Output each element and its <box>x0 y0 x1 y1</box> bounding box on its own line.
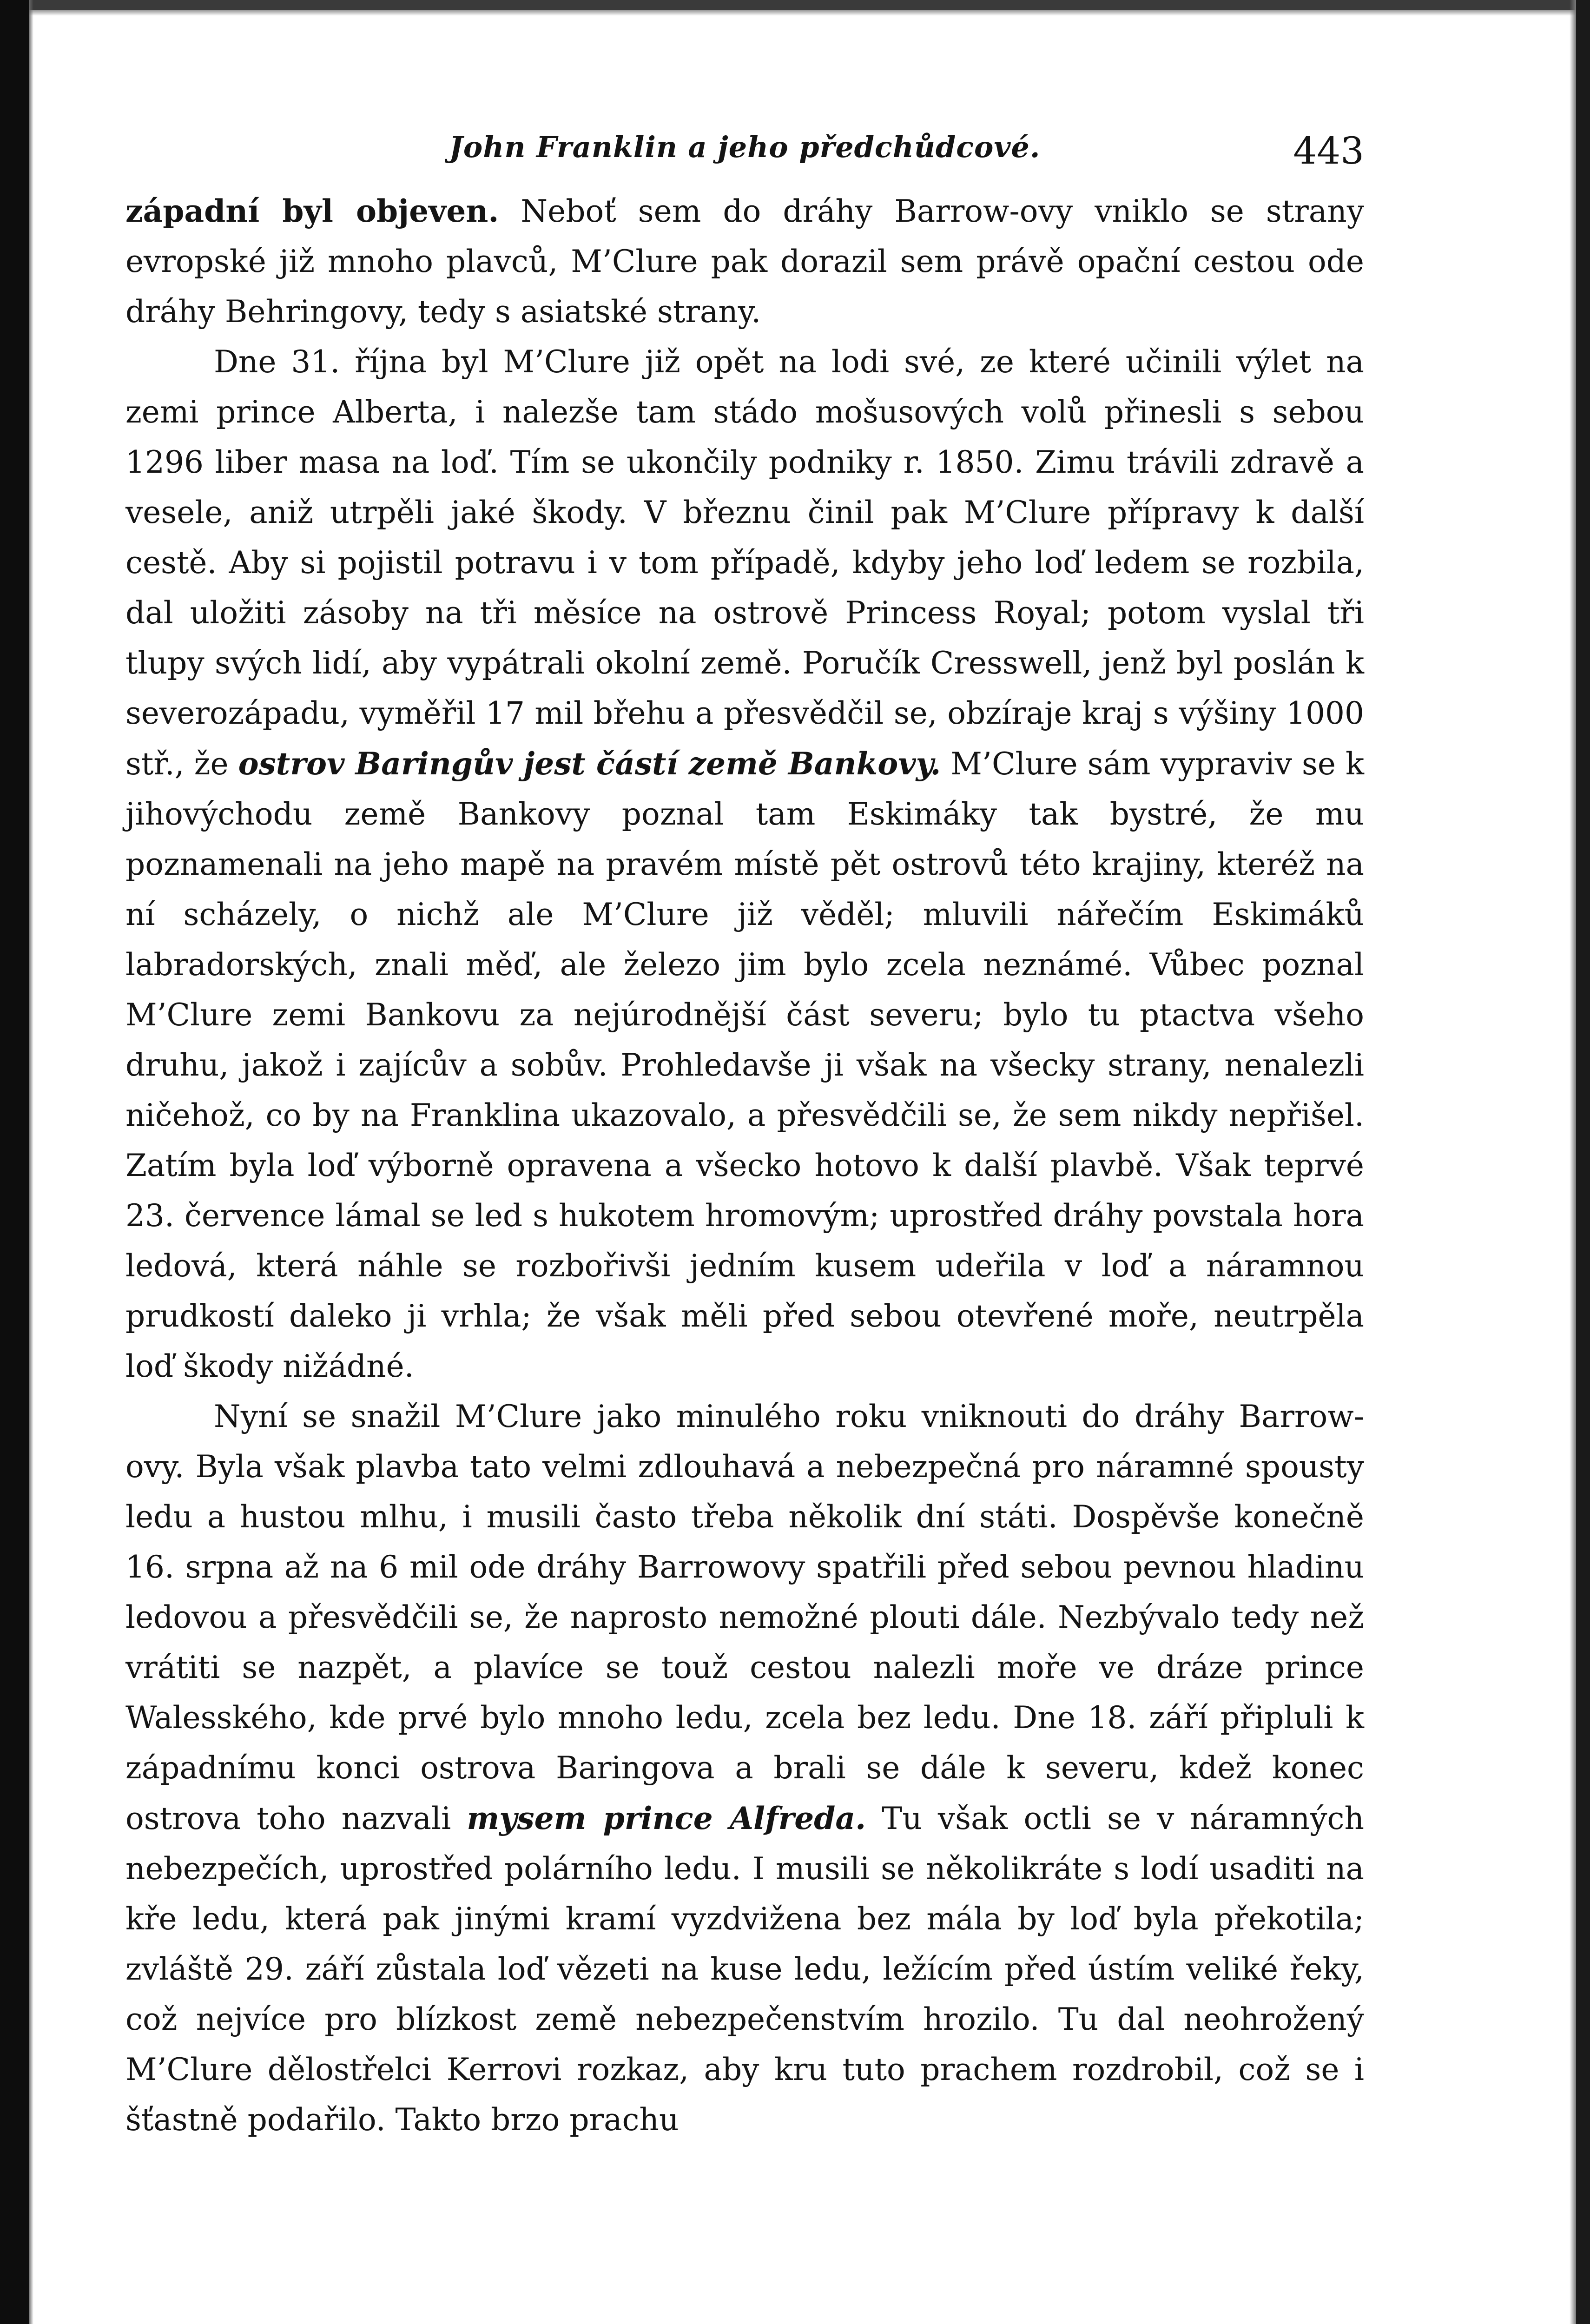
paragraph-3-emphasis: mysem prince Alfreda. <box>467 1800 866 1836</box>
scan-edge-right <box>1576 0 1590 2324</box>
paragraph-3-text-a: Nyní se snažil M’Clure jako minulého roku vniknouti do dráhy Barrow-ovy. Byla však plavba tato velmi zdlouhavá a nebezpečná pro náramné spousty ledu a hustou mlhu, i musili často třeba několik dní státi. Dospěvše konečně 16. srpna až na 6 mil ode dráhy Barrowovy spatřili před sebou pevnou hladinu ledovou a přesvědčili se, že naprosto nemožné plouti dále. Nezbývalo tedy než vrátiti se nazpět, a plavíce se touž cestou nalezli moře ve dráze prince Walesského, kde prvé bylo mnoho ledu, zcela bez ledu. Dne 18. září připluli k západnímu konci ostrova Baringova a brali se dále k severu, kdež konec ostrova toho nazvali <box>125 1399 1364 1836</box>
paragraph-2-emphasis: ostrov Baringův jest částí země Bankovy. <box>238 746 941 782</box>
scan-edge-left <box>0 0 29 2324</box>
paragraph-2-text-b: M’Clure sám vypraviv se k jihovýchodu země Bankovy poznal tam Eskimáky tak bystré, že mu poznamenali na jeho mapě na pravém místě pět ostrovů této krajiny, kteréž na ní scházely, o nichž ale M’Clure již věděl; mluvili nářečím Eskimáků labradorských, znali měď, ale železo jim bylo zcela neznámé. Vůbec poznal M’Clure zemi Bankovu za nejúrodnější část severu; bylo tu ptactva všeho druhu, jakož i zajícův a sobův. Prohledavše ji však na všecky strany, nenalezli ničehož, co by na Franklina ukazovalo, a přesvědčili se, že sem nikdy nepřišel. Zatím byla loď výborně opravena a všecko hotovo k další plavbě. Však teprvé 23. července lámal se led s hukotem hromovým; uprostřed dráhy povstala hora ledová, která náhle se rozbořivši jedním kusem udeřila v loď a náramnou prudkostí daleko ji vrhla; že však měli před sebou otevřené moře, neutrpěla loď škody nižádné. <box>125 746 1364 1384</box>
body-text <box>125 186 1364 2145</box>
paragraph-3-text-b: Tu však octli se v náramných nebezpečích, uprostřed polárního ledu. I musili se několikráte s lodí usaditi na kře ledu, která pak jinými kramí vyzdvižena bez mála by loď byla překotila; zvláště 29. září zůstala loď vězeti na kuse ledu, ležícím před ústím veliké řeky, což nejvíce pro blízkost země nebezpečenstvím hrozilo. Tu dal neohrožený M’Clure dělostřelci Kerrovi rozkaz, aby kru tuto prachem rozdrobil, což se i šťastně podařilo. Takto brzo prachu <box>125 1801 1364 2138</box>
paragraph-1-lead: západní byl objeven. <box>125 193 499 229</box>
running-title: John Franklin a jeho předchůdcové. <box>449 130 1041 164</box>
scan-edge-top <box>0 0 1590 10</box>
paragraph-1 <box>125 186 1364 337</box>
paragraph-2 <box>125 337 1364 1392</box>
paragraph-2-text-a: Dne 31. října byl M’Clure již opět na lodi své, ze které učinili výlet na zemi prince Alberta, i nalezše tam stádo mošusových volů přinesli s sebou 1296 liber masa na loď. Tím se ukončily podniky r. 1850. Zimu trávili zdravě a vesele, aniž utrpěli jaké škody. V březnu činil pak M’Clure přípravy k další cestě. Aby si pojistil potravu i v tom případě, kdyby jeho loď ledem se rozbila, dal uložiti zásoby na tři měsíce na ostrově Princess Royal; potom vyslal tři tlupy svých lidí, aby vypátrali okolní země. Poručík Cresswell, jenž byl poslán k severozápadu, vyměřil 17 mil břehu a přesvědčil se, obzíraje kraj s výšiny 1000 stř., že <box>125 344 1364 782</box>
paragraph-3 <box>125 1392 1364 2145</box>
page-number: 443 <box>1293 129 1364 172</box>
book-page <box>125 116 1364 2145</box>
running-head <box>125 116 1364 186</box>
paragraph-1-text: Neboť sem do dráhy Barrow-ovy vniklo se strany evropské již mnoho plavců, M’Clure pak dorazil sem právě opační cestou ode dráhy Behringovy, tedy s asiatské strany. <box>125 193 1364 330</box>
